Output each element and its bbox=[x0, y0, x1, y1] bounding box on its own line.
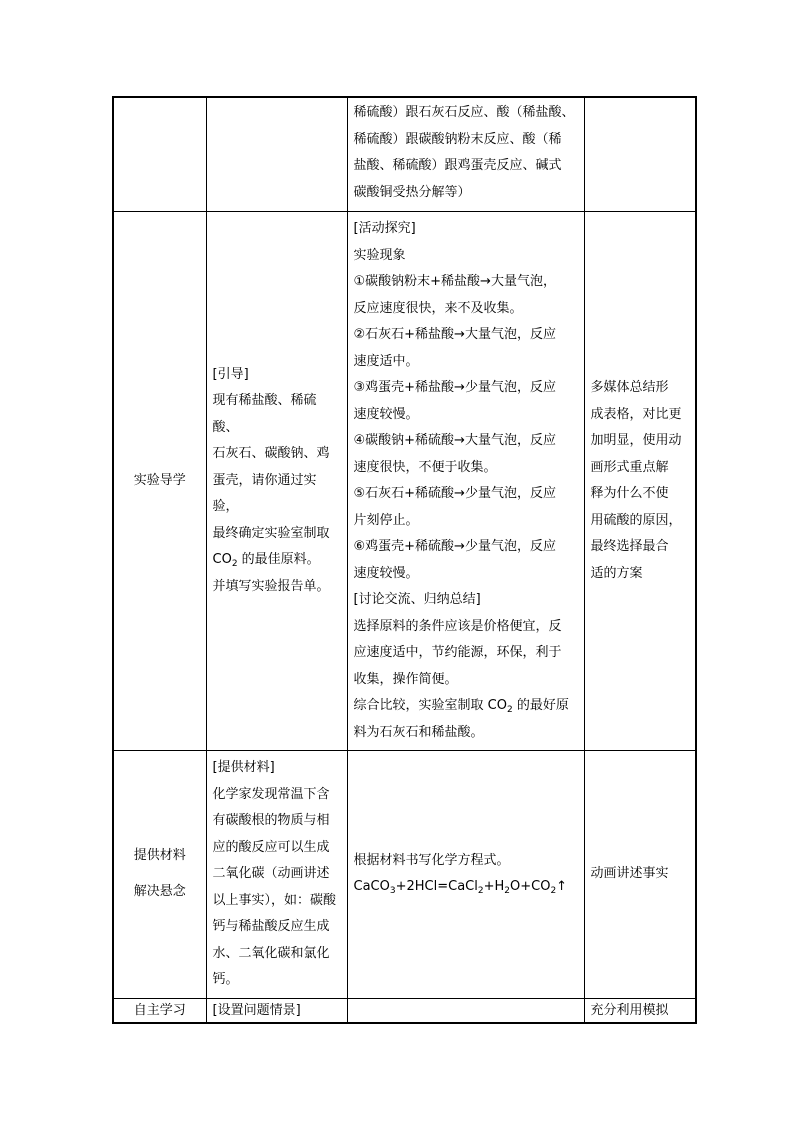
text-line: 速度较慢。 bbox=[353, 565, 419, 581]
table-row bbox=[113, 751, 696, 999]
table-row bbox=[113, 998, 696, 1023]
eq-part: O+CO bbox=[510, 879, 551, 895]
activity-cell bbox=[347, 97, 584, 212]
text-line: 用硫酸的原因， bbox=[590, 512, 682, 528]
stage-cell bbox=[113, 212, 206, 751]
text-line: 并填写实验报告单。 bbox=[212, 578, 330, 594]
guide-cell bbox=[206, 97, 347, 212]
activity-cell bbox=[347, 998, 584, 1023]
text-line bbox=[213, 547, 341, 574]
text-line: 现有稀盐酸、稀硫酸、 bbox=[212, 393, 317, 435]
text-line: 片刻停止。 bbox=[353, 512, 419, 528]
stage-cell bbox=[113, 998, 206, 1023]
intent-cell bbox=[584, 97, 696, 212]
text-line: 料为石灰石和稀盐酸。 bbox=[353, 724, 484, 740]
text-line: 盐酸、稀硫酸）跟鸡蛋壳反应、碱式 bbox=[353, 158, 562, 173]
text-line: 画形式重点解 bbox=[590, 459, 669, 475]
intent-cell bbox=[584, 998, 696, 1023]
text-line: 应速度适中，节约能源，环保，利于 bbox=[353, 645, 562, 660]
text-line: ⑤石灰石+稀硫酸→少量气泡，反应 bbox=[353, 486, 556, 501]
co2-text: CO bbox=[212, 552, 232, 568]
text-line: 稀硫酸）跟碳酸钠粉末反应、酸（稀 bbox=[353, 131, 562, 147]
table-row bbox=[113, 212, 696, 751]
text-line: ③鸡蛋壳+稀盐酸→少量气泡，反应 bbox=[353, 380, 556, 395]
stage-label bbox=[134, 838, 186, 910]
subscript: 2 bbox=[231, 559, 238, 570]
guide-cell bbox=[206, 751, 347, 999]
stage-line: 解决悬念 bbox=[133, 884, 186, 900]
intent-cell bbox=[584, 751, 696, 999]
text-line: 有碳酸根的物质与相 bbox=[212, 813, 330, 828]
text-line: 速度适中。 bbox=[353, 353, 419, 369]
text-line: 多媒体总结形 bbox=[590, 380, 669, 395]
eq-part: ↑ bbox=[556, 879, 568, 895]
subscript: 2 bbox=[477, 886, 484, 897]
text-line: 水、二氧化碳和氯化 bbox=[212, 945, 330, 961]
text-line: 应的酸反应可以生成 bbox=[212, 839, 330, 855]
discussion-heading: [讨论交流、归纳总结] bbox=[353, 592, 481, 607]
text-fragment: 的最好原 bbox=[512, 698, 569, 713]
text-line: 钙与稀盐酸反应生成 bbox=[212, 919, 330, 934]
chemical-equation bbox=[354, 874, 578, 901]
guide-heading: [设置问题情景] bbox=[212, 1002, 301, 1018]
text-line: ②石灰石+稀盐酸→大量气泡，反应 bbox=[353, 327, 556, 342]
guide-heading: [引导] bbox=[212, 366, 249, 382]
activity-cell bbox=[347, 751, 584, 999]
text-line: 加明显，使用动 bbox=[590, 433, 682, 448]
text-line: 最终选择最合 bbox=[590, 539, 669, 554]
stage-cell bbox=[113, 751, 206, 999]
guide-cell bbox=[206, 212, 347, 751]
intent-text: 充分利用模拟 bbox=[590, 1002, 669, 1018]
text-line: 以上事实），如：碳酸 bbox=[212, 892, 337, 908]
subscript: 3 bbox=[389, 886, 396, 897]
text-fragment: 综合比较，实验室制取 CO bbox=[353, 698, 507, 713]
text-line: 钙。 bbox=[212, 972, 239, 987]
activity-cell bbox=[347, 212, 584, 751]
text-line: 收集，操作简便。 bbox=[353, 671, 458, 687]
phenomena-label: 实验现象 bbox=[353, 247, 406, 263]
subscript: 2 bbox=[550, 886, 557, 897]
text-line: 最终确定实验室制取 bbox=[212, 525, 330, 541]
stage-cell bbox=[113, 97, 206, 212]
text-line: 蛋壳，请你通过实验， bbox=[212, 472, 317, 515]
text-line: 稀硫酸）跟石灰石反应、酸（稀盐酸、 bbox=[353, 105, 575, 120]
intent-cell bbox=[584, 212, 696, 751]
text-line: 成表格，对比更 bbox=[590, 406, 682, 422]
text-line: 反应速度很快，来不及收集。 bbox=[353, 300, 523, 316]
text-line: 释为什么不使 bbox=[590, 486, 669, 501]
text-line: 选择原料的条件应该是价格便宜，反 bbox=[353, 618, 562, 634]
activity-heading: [活动探究] bbox=[353, 221, 416, 236]
text-fragment: 的最佳原料。 bbox=[237, 552, 320, 568]
guide-cell bbox=[206, 998, 347, 1023]
subscript: 2 bbox=[504, 886, 510, 897]
text-line: 二氧化碳（动画讲述 bbox=[212, 866, 330, 881]
table-row bbox=[113, 97, 696, 212]
intent-text: 动画讲述事实 bbox=[590, 866, 669, 881]
material-heading: [提供材料] bbox=[212, 760, 275, 775]
eq-part: +2HCl=CaCl bbox=[395, 879, 478, 895]
text-line: ⑥鸡蛋壳+稀硫酸→少量气泡，反应 bbox=[353, 539, 556, 554]
text-line: 碳酸铜受热分解等） bbox=[353, 184, 471, 200]
subscript: 2 bbox=[506, 705, 513, 715]
text-line: 石灰石、碳酸钠、鸡 bbox=[212, 446, 330, 462]
text-line: 速度很快，不便于收集。 bbox=[353, 459, 497, 475]
text-line: 化学家发现常温下含 bbox=[212, 786, 330, 802]
task-text: 根据材料书写化学方程式。 bbox=[353, 852, 510, 868]
eq-part: CaCO bbox=[353, 879, 390, 895]
text-line: ④碳酸钠+稀硫酸→大量气泡，反应 bbox=[353, 433, 556, 448]
text-line bbox=[354, 693, 578, 720]
text-line: ①碳酸钠粉末+稀盐酸→大量气泡， bbox=[353, 274, 556, 289]
lesson-plan-table bbox=[112, 96, 697, 1024]
eq-part: +H bbox=[483, 879, 505, 895]
stage-label: 实验导学 bbox=[133, 472, 186, 488]
stage-line: 提供材料 bbox=[133, 848, 186, 864]
text-line: 速度较慢。 bbox=[353, 406, 419, 422]
stage-label: 自主学习 bbox=[133, 1002, 186, 1018]
text-line: 适的方案 bbox=[590, 565, 643, 581]
